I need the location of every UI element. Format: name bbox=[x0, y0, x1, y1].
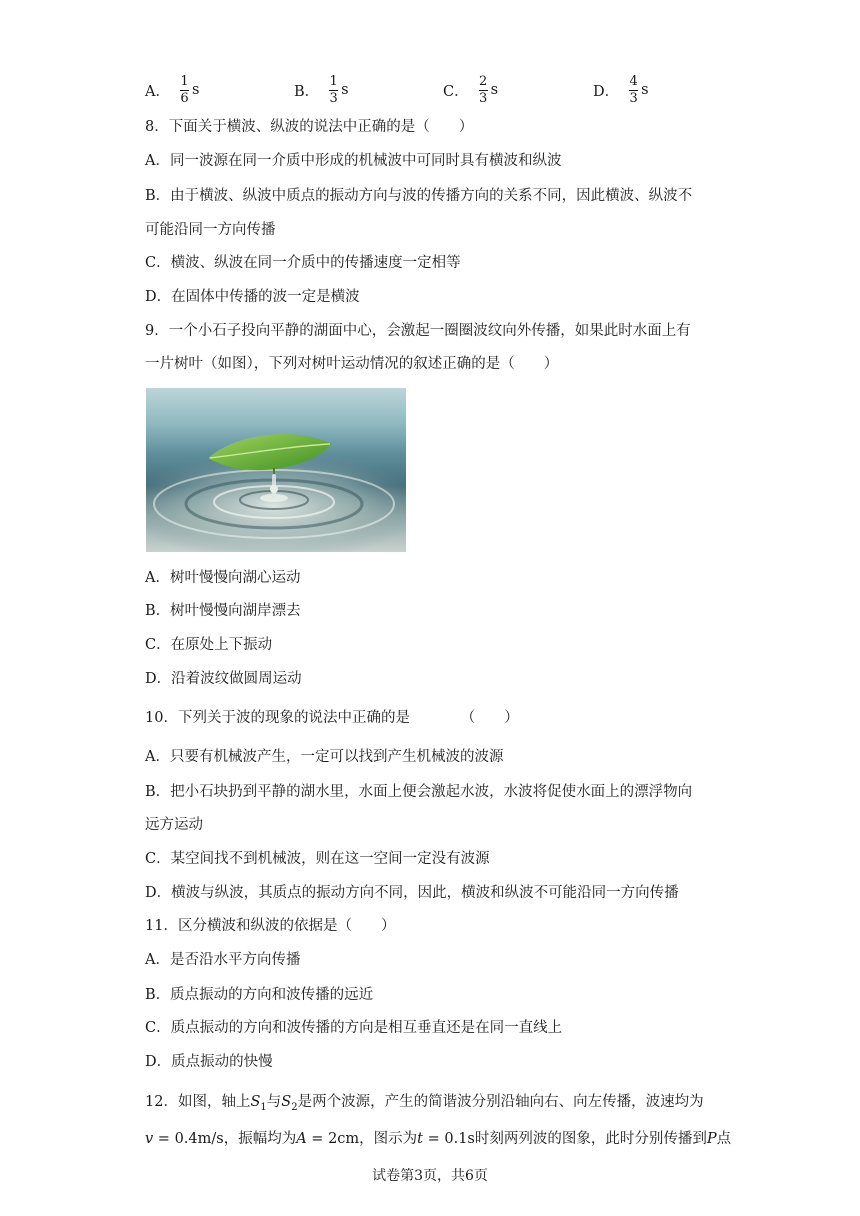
denominator: 3 bbox=[478, 90, 488, 106]
q7-option-d bbox=[593, 72, 649, 108]
q9-stem: 9．一个小石子投向平静的湖面中心，会激起一圈圈波纹向外传播，如果此时水面上有 bbox=[145, 323, 691, 339]
q7-option-a bbox=[145, 72, 199, 108]
q12-text: ，图示为 bbox=[359, 1131, 418, 1147]
q12-text: 12．如图，轴上 bbox=[145, 1094, 251, 1110]
numerator: 1 bbox=[329, 73, 338, 89]
q12-text: 与 bbox=[266, 1094, 282, 1110]
q9-option-c: C．在原处上下振动 bbox=[145, 637, 273, 653]
q12-stem bbox=[145, 1092, 704, 1118]
option-letter: D． bbox=[593, 83, 620, 100]
q11-option-b: B．质点振动的方向和波传播的远近 bbox=[145, 987, 374, 1003]
q11-option-c: C．质点振动的方向和波传播的方向是相互垂直还是在同一直线上 bbox=[145, 1020, 563, 1036]
q8-stem: 8．下面关于横波、纵波的说法中正确的是（ ） bbox=[145, 119, 474, 135]
q8-option-b-cont: 可能沿同一方向传播 bbox=[145, 222, 276, 238]
q10-option-b-cont: 远方运动 bbox=[145, 817, 203, 833]
fraction bbox=[629, 75, 638, 106]
q8-option-d: D．在固体中传播的波一定是横波 bbox=[145, 289, 360, 305]
q8-option-c: C．横波、纵波在同一介质中的传播速度一定相等 bbox=[145, 255, 461, 271]
unit: s bbox=[641, 82, 649, 98]
q8-option-b: B．由于横波、纵波中质点的振动方向与波的传播方向的关系不同，因此横波、纵波不 bbox=[145, 188, 693, 204]
q12-text: 点 bbox=[716, 1131, 732, 1147]
value: = 2cm bbox=[306, 1131, 360, 1147]
subscript: 1 bbox=[260, 1101, 267, 1113]
q12-text: ，振幅均为 bbox=[223, 1131, 297, 1147]
var-t: t bbox=[417, 1131, 423, 1147]
unit: s bbox=[341, 82, 349, 98]
option-letter: A． bbox=[145, 83, 170, 100]
numerator: 1 bbox=[180, 73, 189, 89]
denominator: 6 bbox=[180, 90, 189, 106]
fraction bbox=[329, 75, 338, 106]
q11-option-d: D．质点振动的快慢 bbox=[145, 1054, 273, 1070]
q9-option-a: A．树叶慢慢向湖心运动 bbox=[145, 570, 301, 586]
q12-text: 时刻两列波的图象，此时分别传播到 bbox=[474, 1131, 707, 1147]
denominator: 3 bbox=[329, 90, 338, 106]
q7-options bbox=[0, 72, 860, 108]
subscript: 2 bbox=[291, 1101, 298, 1113]
q10-option-d: D．横波与纵波，其质点的振动方向不同，因此，横波和纵波不可能沿同一方向传播 bbox=[145, 885, 679, 901]
fraction bbox=[180, 75, 189, 106]
var-v: v bbox=[145, 1131, 154, 1147]
value: = 0.4m/s bbox=[153, 1131, 224, 1147]
numerator: 2 bbox=[478, 73, 488, 89]
var-s: S bbox=[281, 1094, 292, 1110]
q10-option-a: A．只要有机械波产生，一定可以找到产生机械波的波源 bbox=[145, 749, 504, 765]
q10-stem: 10．下列关于波的现象的说法中正确的是 （ ） bbox=[145, 710, 519, 726]
page-footer: 试卷第3页，共6页 bbox=[372, 1168, 488, 1184]
q12-stem-cont bbox=[145, 1129, 731, 1149]
leaf-on-water-photo bbox=[146, 388, 406, 552]
q11-stem: 11．区分横波和纵波的依据是（ ） bbox=[145, 918, 396, 934]
var-s: S bbox=[250, 1094, 261, 1110]
value: = 0.1s bbox=[423, 1131, 475, 1147]
q12-text: 是两个波源，产生的简谐波分别沿轴向右、向左传播，波速均为 bbox=[297, 1094, 704, 1110]
q10-option-c: C．某空间找不到机械波，则在这一空间一定没有波源 bbox=[145, 851, 490, 867]
q9-option-b: B．树叶慢慢向湖岸漂去 bbox=[145, 603, 301, 619]
var-p: P bbox=[706, 1131, 717, 1147]
q10-option-b: B．把小石块扔到平静的湖水里，水面上便会激起水波，水波将促使水面上的漂浮物向 bbox=[145, 784, 693, 800]
option-letter: C． bbox=[443, 83, 469, 100]
q7-option-c bbox=[443, 72, 498, 108]
q7-option-b bbox=[294, 72, 349, 108]
numerator: 4 bbox=[629, 73, 638, 89]
unit: s bbox=[490, 82, 499, 98]
unit: s bbox=[191, 82, 200, 98]
option-letter: B． bbox=[294, 83, 320, 100]
var-a: A bbox=[296, 1131, 307, 1147]
q9-option-d: D．沿着波纹做圆周运动 bbox=[145, 671, 302, 687]
fraction bbox=[479, 75, 488, 106]
q11-option-a: A．是否沿水平方向传播 bbox=[145, 952, 301, 968]
q9-stem-cont: 一片树叶（如图），下列对树叶运动情况的叙述正确的是（ ） bbox=[145, 356, 559, 372]
leaf-water-illustration bbox=[146, 388, 406, 552]
denominator: 3 bbox=[629, 90, 638, 106]
q8-option-a: A．同一波源在同一介质中形成的机械波中可同时具有横波和纵波 bbox=[145, 153, 562, 169]
